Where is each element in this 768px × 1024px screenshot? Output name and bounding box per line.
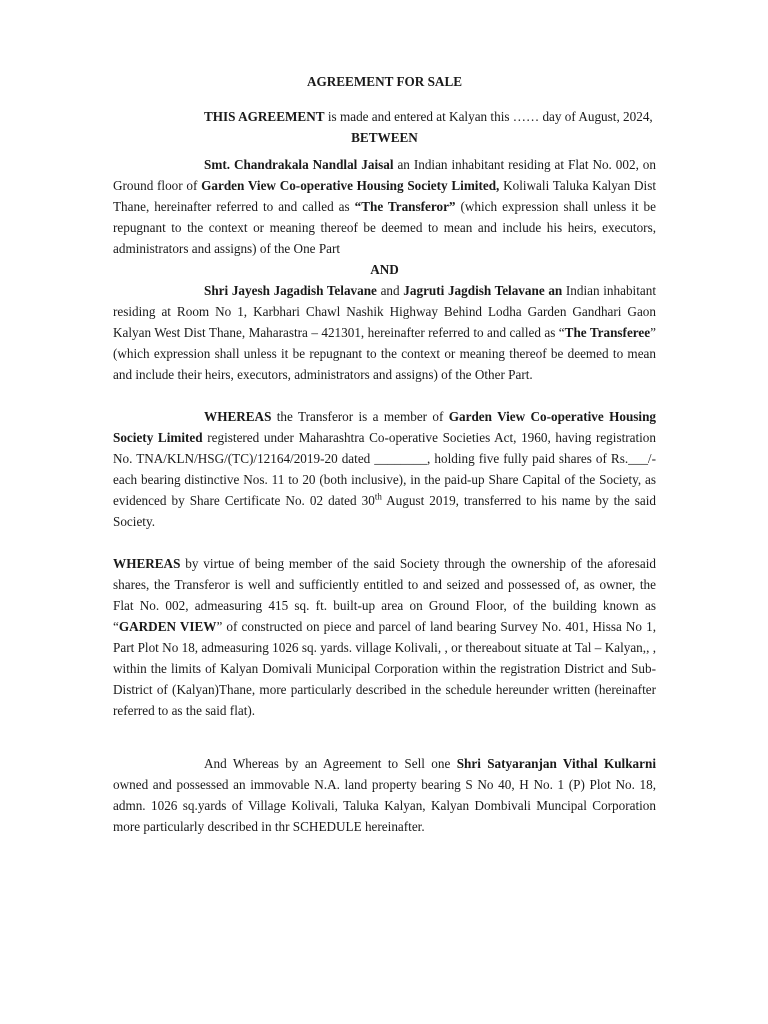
and-heading: AND <box>370 262 399 277</box>
whereas-3-text-2: owned and possessed an immovable N.A. land property bearing S No 40, H No. 1 (P) Plot No. 18, admn. 1026 sq.yards of Village Kolivali, Taluka Kalyan, Kalyan Dombivali Muncipal Corporation more particularly described in thr SCHEDULE hereinafter. <box>113 777 656 834</box>
transferee-text-3: ” (which expression shall unless it be repugnant to the context or meaning thereof be deemed to mean and include their heirs, executors, administrators and assigns) of the Other Part. <box>113 325 656 382</box>
whereas-3-text-1: And Whereas by an Agreement to Sell one <box>204 756 457 771</box>
transferee-text-2: Indian inhabitant residing at Room No 1, Karbhari Chawl Nashik Highway Behind Lodha Garden Gandhari Gaon Kalyan West Dist Thane, Maharastra – 421301, hereinafter referred to and called as “ <box>113 283 656 340</box>
whereas-paragraph-2 <box>113 553 656 721</box>
transferor-paragraph <box>113 154 656 259</box>
transferor-text-1: an Indian inhabitant residing at Flat No. 002, on Ground floor of <box>113 157 656 193</box>
spacer <box>113 532 656 553</box>
whereas-paragraph-1 <box>113 406 656 532</box>
transferee-name-2: Jagruti Jagdish Telavane an <box>403 283 563 298</box>
transferor-text-3: (which expression shall unless it be repugnant to the context or meaning thereof be deemed to mean and include his heirs, executors, administrators and assigns) of the One Part <box>113 199 656 256</box>
spacer <box>113 721 656 753</box>
document-body <box>113 71 656 837</box>
transferor-name: Smt. Chandrakala Nandlal Jaisal <box>204 157 394 172</box>
spacer <box>113 385 656 406</box>
whereas-2-building: GARDEN VIEW <box>118 619 217 634</box>
intro-paragraph <box>113 106 656 127</box>
between-heading: BETWEEN <box>351 130 418 145</box>
whereas-2-text-2: ” of constructed on piece and parcel of land bearing Survey No. 401, Hissa No 1, Part Plot No 18, admeasuring 1026 sq. yards. village Kolivali, , or thereabout situate at Tal – Kalyan,, , within the limits of Kalyan Domivali Municipal Corporation within the registration District and Sub-District of (Kalyan)Thane, more particularly described in the schedule hereunder written (hereinafter referred to as the said flat). <box>113 619 656 718</box>
document-title: AGREEMENT FOR SALE <box>306 74 463 89</box>
intro-lead: THIS AGREEMENT <box>204 109 325 124</box>
transferee-text-1: and <box>376 283 404 298</box>
transferee-name-1: Shri Jayesh Jagadish Telavane <box>204 283 377 298</box>
whereas-paragraph-3 <box>113 753 656 837</box>
whereas-1-lead: WHEREAS <box>204 409 272 424</box>
whereas-2-text-1: by virtue of being member of the said Society through the ownership of the aforesaid shares, the Transferor is well and sufficiently entitled to and seized and possessed of, as owner, the Flat No. 002, admeasuring 415 sq. ft. built-up area on Ground Floor, of the building known as “ <box>113 556 656 634</box>
intro-text: is made and entered at Kalyan this …… day of August, 2024, <box>324 109 653 124</box>
transferee-label: The Transferee <box>564 325 651 340</box>
whereas-2-lead: WHEREAS <box>113 556 181 571</box>
whereas-1-text-2: registered under Maharashtra Co-operative Societies Act, 1960, having registration No. TNA/KLN/HSG/(TC)/12164/2019-20 dated ________, holding five fully paid shares of Rs.___/- each bearing distinctive Nos. 11 to 20 (both inclusive), in the paid-up Share Capital of the Society, as evidenced by Share Certificate No. 02 dated 30 <box>113 430 656 508</box>
transferor-label: “The Transferor” <box>354 199 456 214</box>
whereas-1-superscript: th <box>374 491 382 502</box>
whereas-1-society: Garden View Co-operative Housing Society Limited <box>113 409 656 445</box>
whereas-1-text-1: the Transferor is a member of <box>271 409 449 424</box>
transferee-paragraph <box>113 280 656 385</box>
transferor-society: Garden View Co-operative Housing Society Limited, <box>201 178 500 193</box>
transferor-text-2: Koliwali Taluka Kalyan Dist Thane, hereinafter referred to and called as <box>113 178 656 214</box>
whereas-3-name: Shri Satyaranjan Vithal Kulkarni <box>456 756 656 771</box>
whereas-1-text-3: August 2019, transferred to his name by the said Society. <box>113 493 656 529</box>
